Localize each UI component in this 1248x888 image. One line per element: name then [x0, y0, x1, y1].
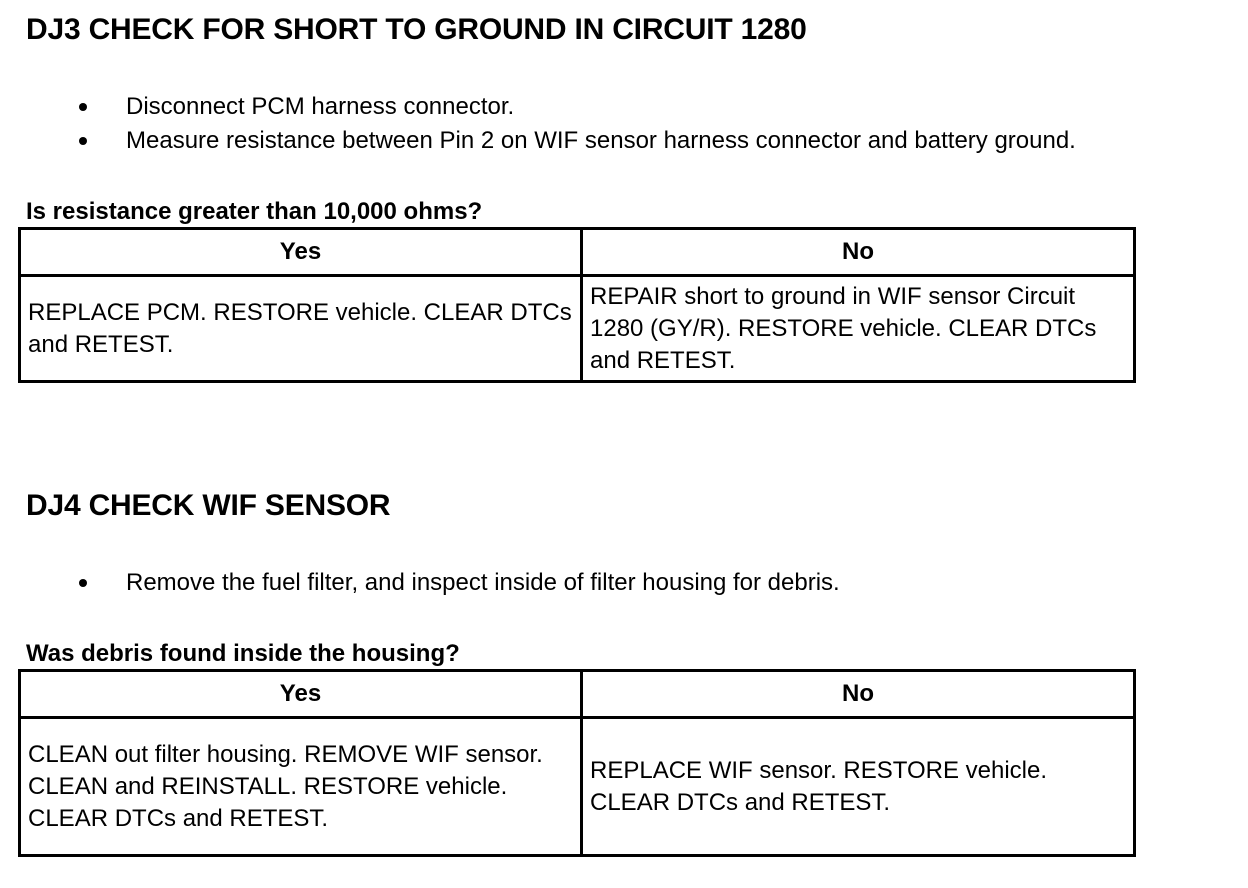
dj4-heading: DJ4 CHECK WIF SENSOR — [26, 489, 391, 522]
step-text: Disconnect PCM harness connector. — [126, 93, 515, 120]
dj3-question: Is resistance greater than 10,000 ohms? — [26, 198, 483, 225]
yes-header: Yes — [20, 671, 582, 718]
dj4-decision-table — [18, 669, 1136, 857]
yes-action-cell: CLEAN out filter housing. REMOVE WIF sensor. CLEAN and REINSTALL. RESTORE vehicle. CLEAR DTCs and RETEST. — [20, 718, 582, 856]
bullet-icon — [79, 103, 87, 111]
yes-action-cell: REPLACE PCM. RESTORE vehicle. CLEAR DTCs and RETEST. — [20, 276, 582, 382]
no-action-cell: REPAIR short to ground in WIF sensor Circuit 1280 (GY/R). RESTORE vehicle. CLEAR DTCs and RETEST. — [582, 276, 1135, 382]
step-text: Measure resistance between Pin 2 on WIF sensor harness connector and battery ground. — [126, 127, 1076, 154]
bullet-icon — [79, 137, 87, 145]
dj4-question: Was debris found inside the housing? — [26, 640, 460, 667]
table-row — [20, 276, 1135, 382]
table-header-row — [20, 671, 1135, 718]
yes-header: Yes — [20, 229, 582, 276]
no-header: No — [582, 229, 1135, 276]
no-header: No — [582, 671, 1135, 718]
table-row — [20, 718, 1135, 856]
no-action-cell: REPLACE WIF sensor. RESTORE vehicle. CLEAR DTCs and RETEST. — [582, 718, 1135, 856]
bullet-icon — [79, 579, 87, 587]
dj3-decision-table — [18, 227, 1136, 383]
step-text: Remove the fuel filter, and inspect inside of filter housing for debris. — [126, 569, 840, 596]
table-header-row — [20, 229, 1135, 276]
dj3-heading: DJ3 CHECK FOR SHORT TO GROUND IN CIRCUIT 1280 — [26, 13, 807, 46]
